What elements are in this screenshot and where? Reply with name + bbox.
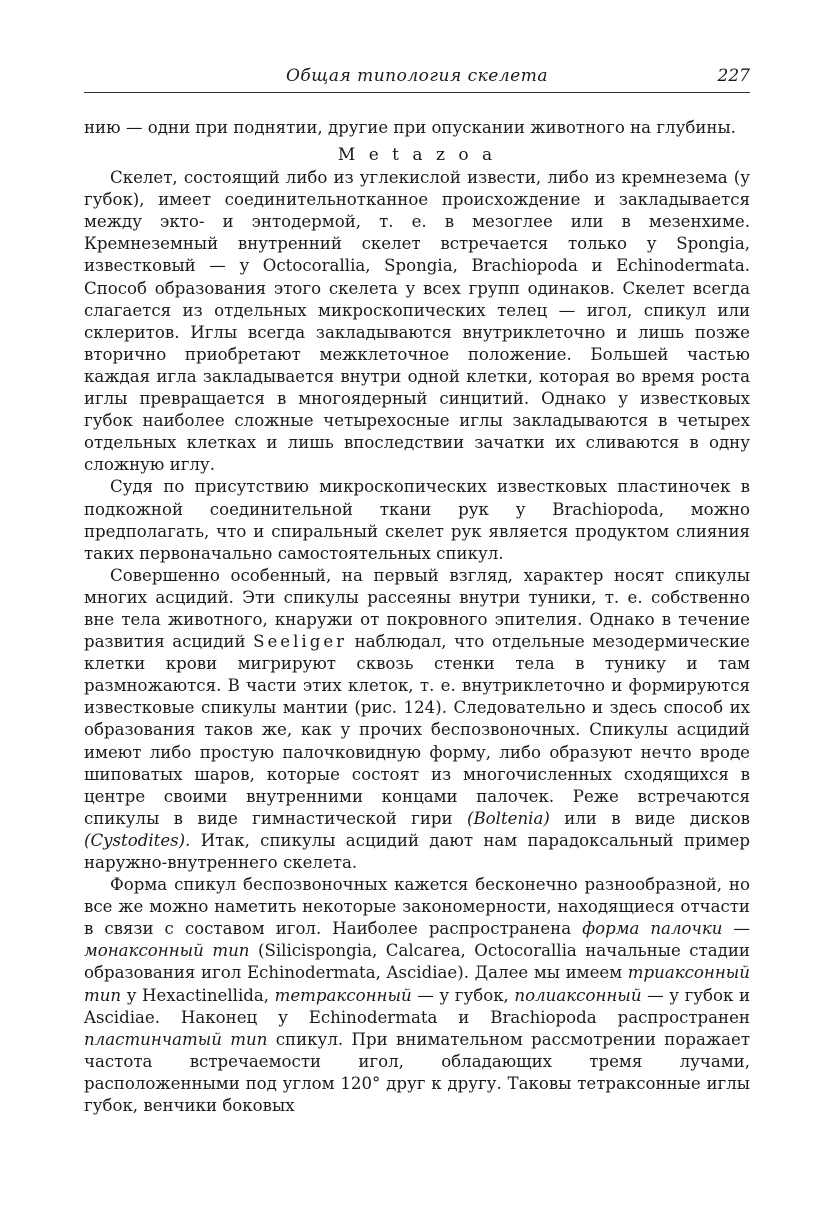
text-fragment: у Hexactinellida, [126, 985, 270, 1005]
paragraph-ascidian-spicules [84, 565, 750, 874]
text-fragment: — у губок и Ascidiae. Наконец у Echinodermata и Brachiopoda распространен [84, 985, 751, 1027]
term-triaxon: триаксонный тип [84, 963, 750, 1005]
page-body [84, 117, 750, 1117]
text-fragment: (Silicispongia, Calcarea, Octocorallia начальные стадии образования игол Echinodermata, Ascidiae). Далее мы имеем [84, 941, 750, 983]
paragraph-skeleton-origin: Скелет, состоящий либо из углекислой извести, либо из кремнезема (у губок), имеет соединительнотканное происхождение и закладывается между экто- и энтодермой, т. е. в мезоглее или в мезенхиме. Кремнеземный внутренний скелет встречается только у Spongia, известковый — у Octocorallia, Spongia, Brachiopoda и Echinodermata. Способ образования этого скелета у всех групп одинаков. Скелет всегда слагается из отдельных микроскопических телец — игол, спикул или склеритов. Иглы всегда закладываются внутриклеточно и лишь позже вторично приобретают межклеточное положение. Большей частью каждая игла закладывается внутри одной клетки, которая во время роста иглы превращается в многоядерный синцитий. Однако у известковых губок наиболее сложные четырехосные иглы закладываются в четырех отдельных клетках и лишь впоследствии зачатки их сливаются в одну сложную иглу. [84, 168, 750, 475]
page-header [84, 66, 750, 93]
text-fragment: или в виде дисков [564, 808, 751, 828]
text-fragment: наблюдал, что отдельные мезодермические клетки крови мигрируют сквозь стенки тела в тунику и там размножаются. В части этих клеток, т. е. внутриклеточно и формируются известковые спикулы мантии (рис. 124). Следовательно и здесь способ их образования таков же, как у прочих беспозвоночных. Спикулы асцидий имеют либо простую палочковидную форму, либо образуют нечто вроде шиповатых шаров, которые состоят из многочисленных сходящихся в центре своими внутренними концами палочек. Реже встречаются спикулы в виде гимнастической гири [84, 632, 750, 828]
text-fragment: Совершенно особенный, на первый взгляд, характер носят спикулы многих асцидий. Эти спикулы рассеяны внутри туники, т. е. собственно вне тела животного, кнаружи от покровного эпителия. Однако в течение развития асцидий [84, 565, 750, 652]
term-polyaxon: полиаксонный [514, 985, 642, 1005]
section-title: M e t a z o a [337, 145, 497, 166]
genus-name: (Boltenia) [467, 808, 550, 828]
term-tetraxon: тетраксонный [274, 985, 412, 1005]
term-monaxon: форма палочки — монаксонный тип [84, 919, 751, 961]
page-number: 227 [717, 66, 750, 86]
term-lamellar: пластинчатый тип [84, 1029, 268, 1049]
running-title: Общая типология скелета [285, 66, 548, 86]
paragraph-continued: нию — одни при поднятии, другие при опускании животного на глубины. [84, 118, 736, 137]
paragraph-brachiopoda: Судя по присутствию микроскопических известковых пластиночек в подкожной соединительной ткани рук у Brachiopoda, можно предполагать, что и спиральный скелет рук является продуктом слияния таких первоначально самостоятельных спикул. [84, 477, 750, 563]
paragraph-spicule-forms [84, 874, 750, 1117]
text-fragment: спикул. При внимательном рассмотрении поражает частота встречаемости игол, обладающих тремя лучами, расположенными под углом 120° друг к другу. Таковы тетраксонные иглы губок, венчики боковых [84, 1029, 751, 1116]
text-fragment: Итак, спикулы асцидий дают нам парадоксальный пример наружно-внутреннего скелета. [84, 830, 750, 872]
genus-name: (Cystodites). [84, 830, 191, 850]
text-fragment: Форма спикул беспозвоночных кажется бесконечно разнообразной, но все же можно наметить некоторые закономерности, находящиеся отчасти в связи с составом игол. Наиболее распространена [84, 875, 750, 939]
author-name: Seeliger [253, 632, 348, 652]
text-fragment: — у губок, [417, 985, 509, 1005]
